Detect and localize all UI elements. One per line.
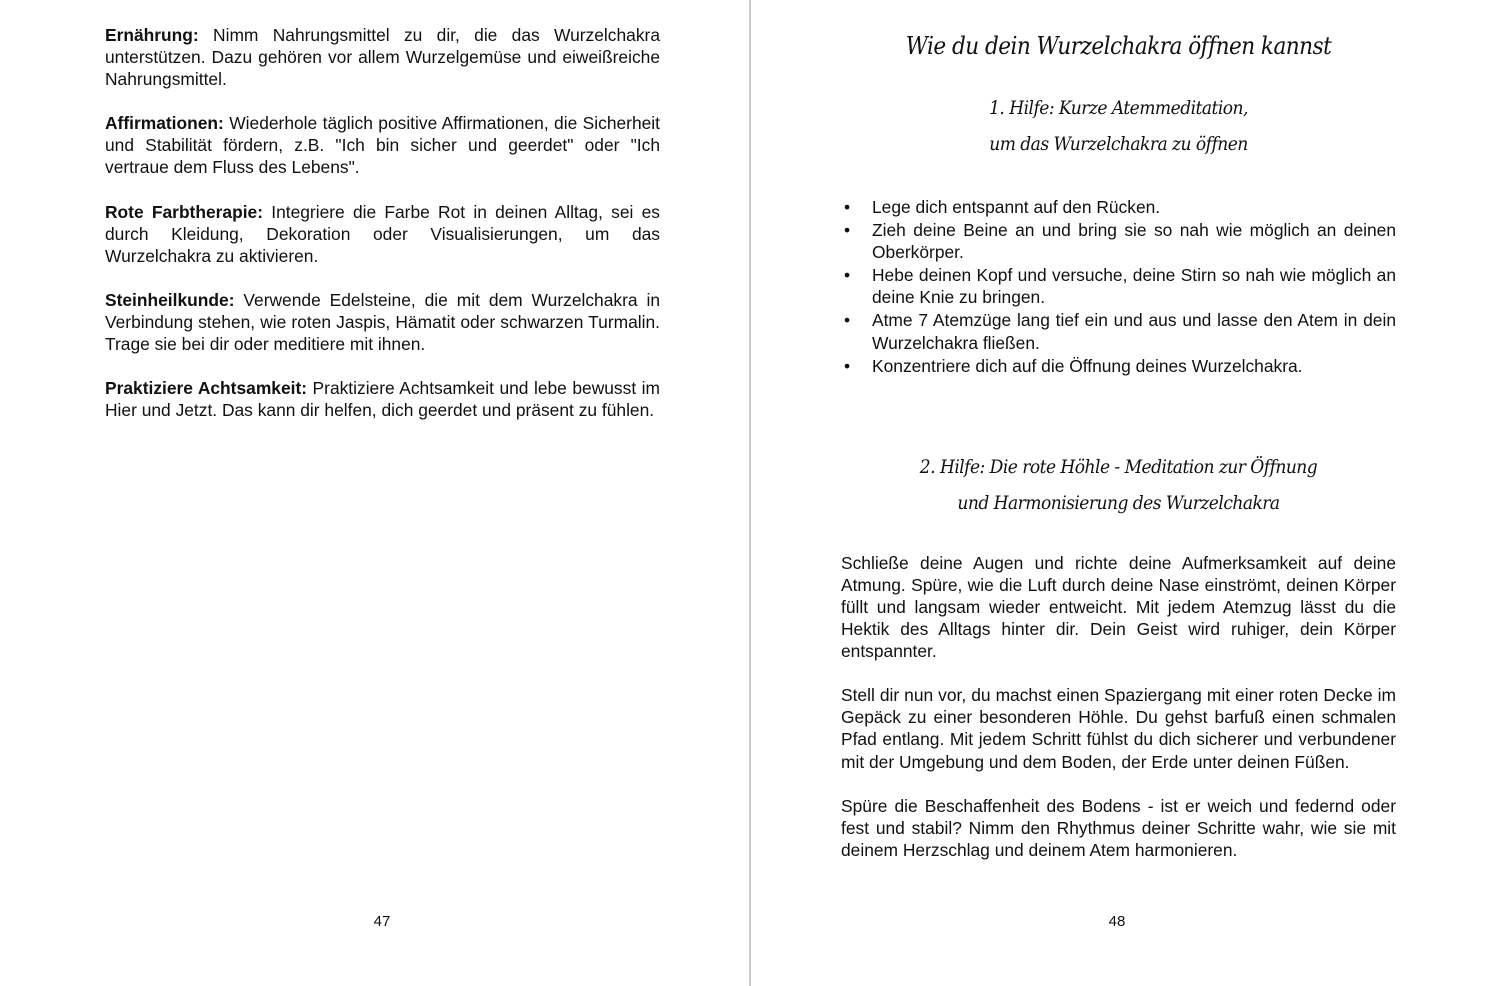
help1-heading [841,90,1396,162]
help2-body [841,552,1396,861]
list-item [841,264,1396,308]
list-item [841,309,1396,353]
term-label: Affirmationen: [105,113,224,134]
paragraph-steinheilkunde [105,289,660,355]
help1-heading-line2: um das Wurzelchakra zu öffnen [989,133,1248,155]
bullet-icon: • [843,265,851,286]
help2-paragraph: Spüre die Beschaffenheit des Bodens - ist er weich und federnd oder fest und stabil? Nimm den Rhythmus deiner Schritte wahr, wie sie mit deinem Herzschlag und deinem Atem harmonieren. [841,795,1396,860]
bullet-icon: • [843,355,851,376]
help2-heading-line1: 2. Hilfe: Die rote Höhle - Meditation zur Öffnung [919,455,1318,478]
term-text: Verwende Edelsteine, die mit dem Wurzelchakra in Verbindung stehen, wie roten Jaspis, Hämatit oder schwarzen Turmalin. Trage sie bei dir oder meditiere mit ihnen. [105,289,660,355]
paragraph-rote-farbtherapie [105,201,660,267]
list-item [841,355,1396,377]
help1-heading-line1: 1. Hilfe: Kurze Atemmeditation, [989,97,1248,119]
left-page-text [105,24,660,443]
list-item [841,219,1396,263]
term-label: Rote Farbtherapie: [105,201,264,222]
term-text: Nimm Nahrungsmittel zu dir, die das Wurzelchakra unterstützen. Dazu gehören vor allem Wurzelgemüse und eiweißreiche Nahrungsmittel. [105,25,660,90]
step-text: Zieh deine Beine an und bring sie so nah wie möglich an deinen Oberkörper. [872,220,1396,263]
page-number-left: 47 [373,913,391,930]
step-text: Hebe deinen Kopf und versuche, deine Stirn so nah wie möglich an deine Knie zu bringen. [872,265,1396,308]
chapter-title: Wie du dein Wurzelchakra öffnen kannst [905,32,1332,60]
bullet-icon: • [843,197,851,217]
right-page-text [841,24,1396,883]
list-item [841,196,1396,218]
paragraph-affirmationen [105,112,660,178]
paragraph-achtsamkeit [105,377,660,421]
term-text: Integriere die Farbe Rot in deinen Alltag, sei es durch Kleidung, Dekoration oder Visualisierungen, um das Wurzelchakra zu aktivieren. [105,201,660,266]
step-text: Konzentriere dich auf die Öffnung deines Wurzelchakra. [872,355,1303,376]
bullet-icon: • [843,220,851,241]
help2-heading-line2: und Harmonisierung des Wurzelchakra [957,491,1280,514]
help1-steps-list [841,196,1396,377]
bullet-icon: • [843,310,851,331]
page-number-right: 48 [1108,913,1126,930]
term-label: Steinheilkunde: [105,289,235,310]
term-text: Praktiziere Achtsamkeit und lebe bewusst im Hier und Jetzt. Das kann dir helfen, dich geerdet und präsent zu fühlen. [105,378,660,421]
help2-paragraph: Schließe deine Augen und richte deine Aufmerksamkeit auf deine Atmung. Spüre, wie die Luft durch deine Nase einströmt, deinen Körper füllt und langsam wieder entweicht. Mit jedem Atemzug lässt du die Hektik des Alltags hinter dir. Dein Geist wird ruhiger, dein Körper entspannter. [841,552,1396,662]
step-text: Atme 7 Atemzüge lang tief ein und aus und lasse den Atem in dein Wurzelchakra fließen. [872,310,1396,353]
term-text: Wiederhole täglich positive Affirmationen, die Sicherheit und Stabilität fördern, z.B. "Ich bin sicher und geerdet" oder "Ich vertraue dem Fluss des Lebens". [105,113,660,178]
paragraph-ernaehrung [105,24,660,90]
right-page [751,0,1498,986]
help2-heading [841,449,1396,521]
term-label: Praktiziere Achtsamkeit: [105,378,308,399]
step-text: Lege dich entspannt auf den Rücken. [872,197,1161,217]
term-label: Ernährung: [105,25,199,45]
help2-paragraph: Stell dir nun vor, du machst einen Spaziergang mit einer roten Decke im Gepäck zu einer besonderen Höhle. Du gehst barfuß einen schmalen Pfad entlang. Mit jedem Schritt fühlst du dich sicherer und verbundener mit der Umgebung und dem Boden, der Erde unter deinen Füßen. [841,685,1396,772]
